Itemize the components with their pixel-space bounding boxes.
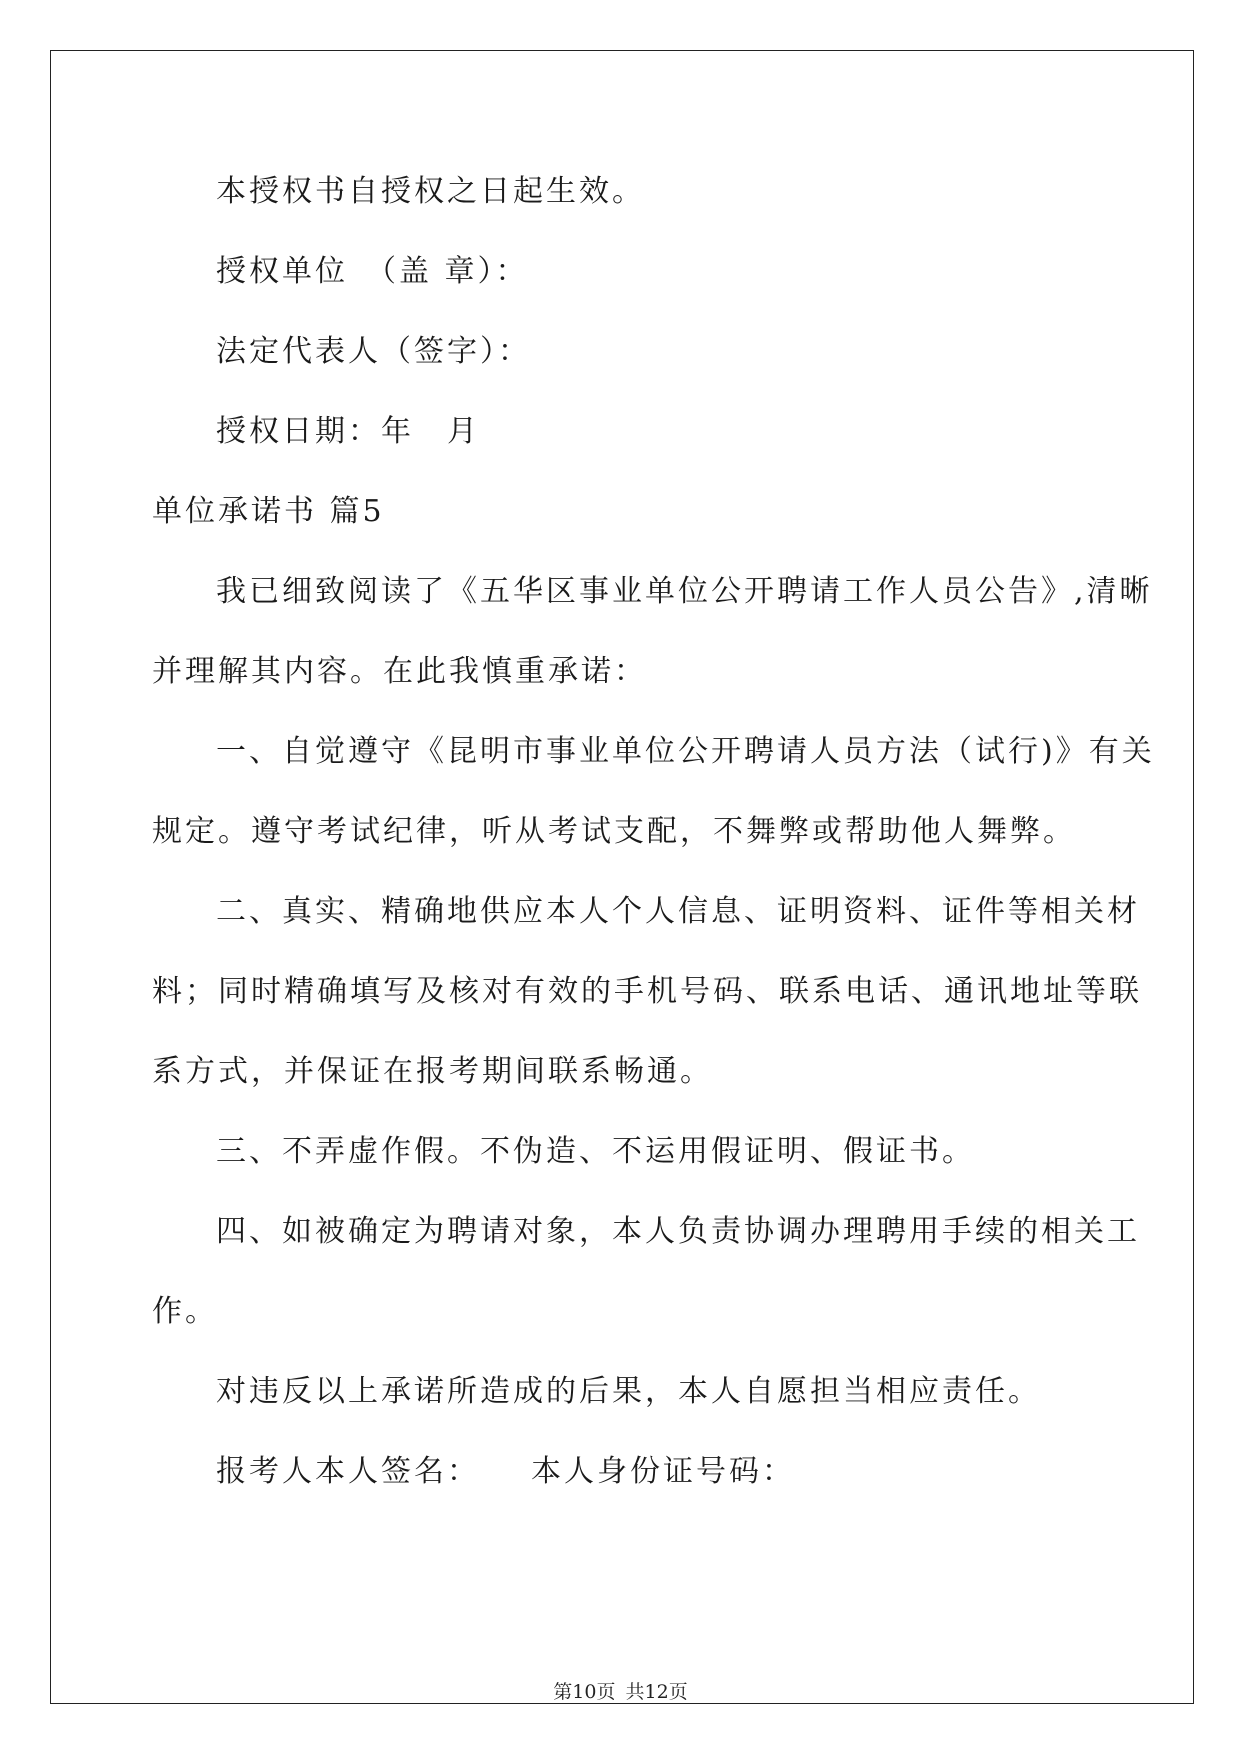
paragraph-line: 对违反以上承诺所造成的后果，本人自愿担当相应责任。: [216, 1374, 1041, 1409]
paragraph-line: 作。: [152, 1294, 218, 1329]
signature-line: 报考人本人签名： 本人身份证号码：: [216, 1454, 795, 1489]
text-line: 法定代表人（签字）：: [216, 334, 531, 369]
paragraph-line: 系方式，并保证在报考期间联系畅通。: [152, 1054, 713, 1089]
text-line: 本授权书自授权之日起生效。: [216, 174, 645, 209]
paragraph-line: 规定。遵守考试纪律，听从考试支配，不舞弊或帮助他人舞弊。: [152, 814, 1076, 849]
text-line: 授权日期：年 月: [216, 414, 480, 449]
page-footer: [0, 1680, 1241, 1704]
paragraph-line: 我已细致阅读了《五华区事业单位公开聘请工作人员公告》,清晰: [216, 574, 1153, 609]
page-number: 第10页: [553, 1681, 616, 1703]
paragraph-line: 二、真实、精确地供应本人个人信息、证明资料、证件等相关材: [216, 894, 1140, 929]
paragraph-line: 一、自觉遵守《昆明市事业单位公开聘请人员方法（试行)》有关: [216, 734, 1155, 769]
paragraph-line: 四、如被确定为聘请对象，本人负责协调办理聘用手续的相关工: [216, 1214, 1140, 1249]
text-line: 授权单位 （盖 章）：: [216, 254, 529, 289]
page-total: 共12页: [625, 1681, 688, 1703]
section-heading: 单位承诺书 篇5: [152, 494, 385, 529]
paragraph-line: 料；同时精确填写及核对有效的手机号码、联系电话、通讯地址等联: [152, 974, 1142, 1009]
paragraph-line: 并理解其内容。在此我慎重承诺：: [152, 654, 647, 689]
paragraph-line: 三、不弄虚作假。不伪造、不运用假证明、假证书。: [216, 1134, 975, 1169]
